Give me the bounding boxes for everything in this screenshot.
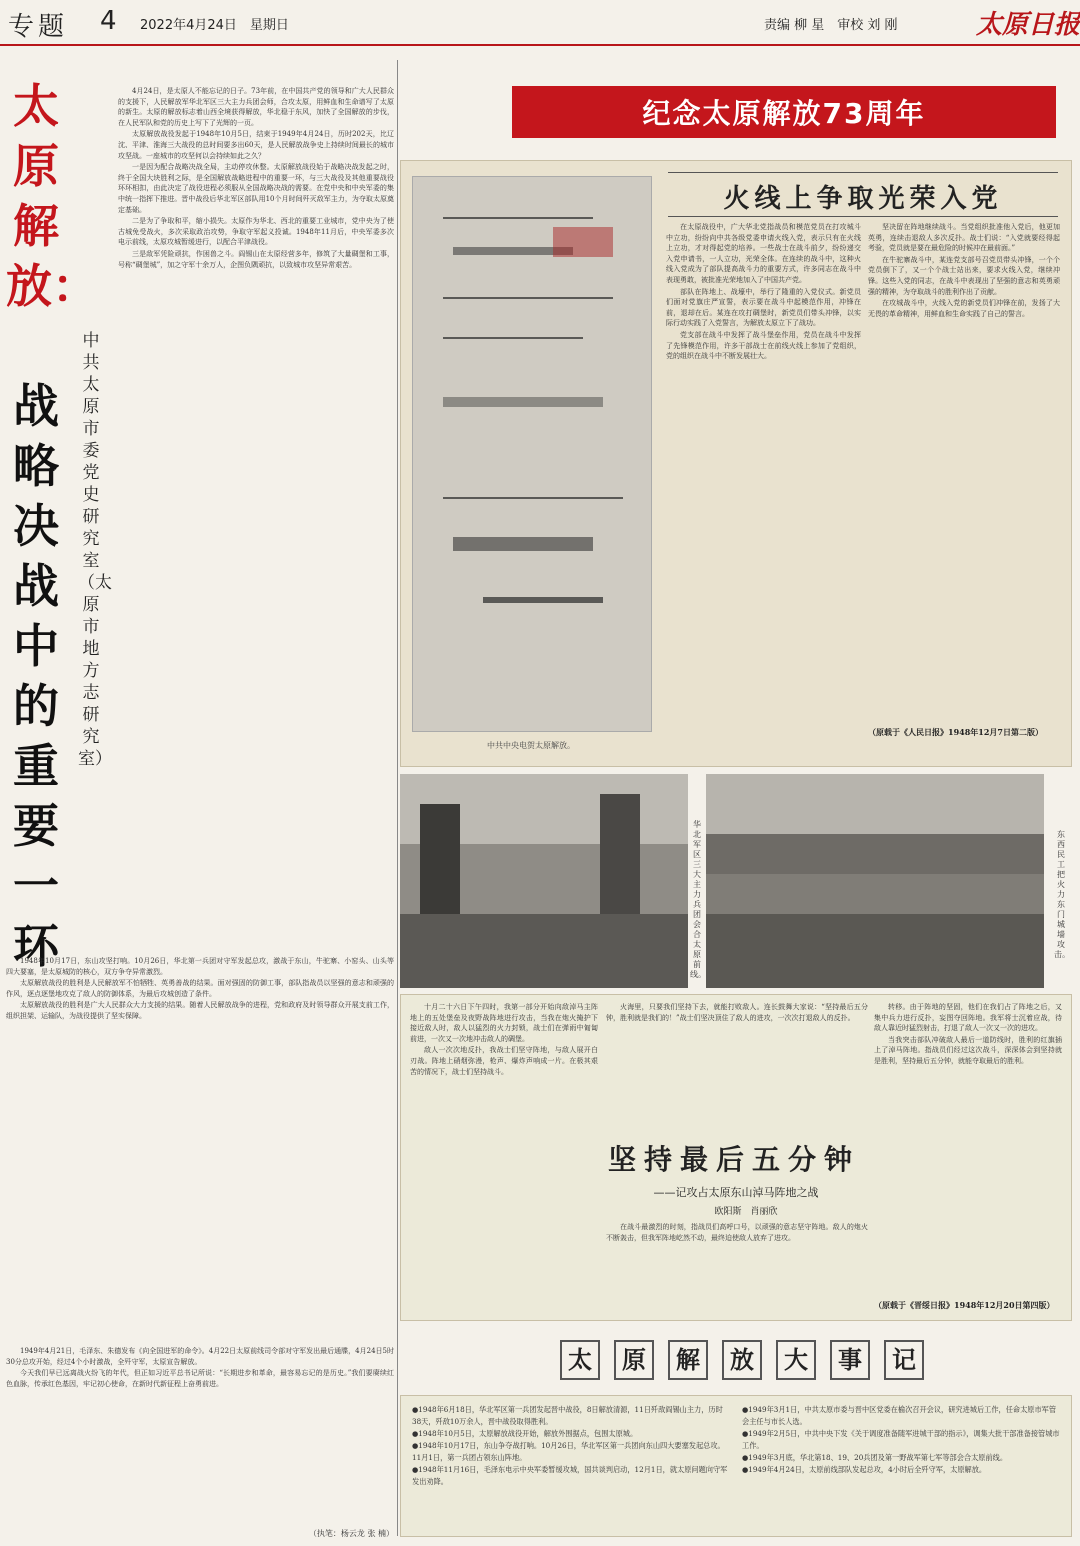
events-title-char: 记	[884, 1340, 924, 1380]
title-rule	[668, 216, 1058, 217]
paragraph: 党支部在战斗中发挥了战斗堡垒作用，党员在战斗中发挥了先锋模范作用，许多干部战士在前线火线上参加了党组织，党的组织在战斗中不断发展壮大。	[666, 330, 861, 361]
feature1-text-left	[666, 222, 861, 752]
paragraph: 火海里，只要我们坚持下去，就能打败敌人。连长鼓舞大家说：“坚持最后五分钟，胜利就是我们的！”战士们坚决顶住了敌人的进攻，一次次打退敌人的反扑。	[606, 1003, 868, 1022]
paragraph: 敌人一次次地反扑，我战士们坚守阵地，与敌人展开白刃战。阵地上硝烟弥漫，枪声、爆炸声响成一片。在极其艰苦的情况下，战士们坚持战斗。	[410, 1046, 598, 1076]
list-item: ●1949年2月5日，中共中央下发《关于调度准备随军进城干部的指示》，调集大批干部准备接管城市工作。	[742, 1429, 1060, 1450]
list-item: ●1949年3月1日，中共太原市委与晋中区党委在榆次召开会议，研究进城后工作，任命太原市军管会主任与市长人选。	[742, 1405, 1057, 1426]
page-header	[0, 0, 1080, 44]
events-list-right	[742, 1404, 1060, 1532]
list-item: ●1948年6月18日，华北军区第一兵团发起晋中战役，8日解放清源，11日歼敌阎锡山主力，历时38天，歼敌10万余人，晋中战役取得胜利。	[412, 1405, 723, 1426]
paragraph: 二是为了争取和平，缩小损失。太原作为华北、西北的重要工业城市，党中央为了使古城免受战火，多次采取政治攻势，争取守军起义投诚。1948年11月后，中央军委多次电示前线，太原攻城暂缓进行，以配合平津战役。	[118, 217, 394, 247]
list-item: ●1949年4月24日，太原前线部队发起总攻，4小时后全歼守军，太原解放。	[742, 1465, 987, 1474]
main-article-byline: （执笔：杨云龙 张 楠）	[308, 1529, 394, 1538]
feature2-text-mid-top	[606, 1002, 868, 1130]
feature2-subtitle: ——记攻占太原东山淖马阵地之战	[653, 1186, 819, 1199]
feature2-source: （原载于《晋绥日报》1948年12月20日第四版）	[874, 1300, 1055, 1310]
paragraph: 太原解放战役的胜利是广大人民群众大力支援的结果。随着人民解放战争的进程，党和政府及时领导群众开展支前工作，组织担架、运输队，为战役提供了坚实保障。	[6, 1001, 394, 1020]
paragraph: 坚决留在阵地继续战斗。当党组织批准他入党后，他更加英勇，连续击退敌人多次反扑。战士们说：“入党就要经得起考验，党员就是要在最危险的时候冲在最前面。”	[868, 223, 1060, 253]
feature2-text-mid-bottom	[606, 1222, 868, 1312]
paragraph: 三是敌军凭险顽抗，作困兽之斗。阎锡山在太原经营多年，修筑了大量碉堡和工事，号称“碉堡城”，加之守军十余万人，企图负隅顽抗，以致城市攻坚异常艰苦。	[118, 249, 394, 269]
paragraph: 4月24日，是太原人不能忘记的日子。73年前，在中国共产党的领导和广大人民群众的支援下，人民解放军华北军区三大主力兵团会师，合攻太原，用鲜血和生命谱写了太原的新生。太原的解放标志着山西全境获得解放，华北稳于东风，加快了全国解放的步伐，在人民军队和党的历史上写下了光辉的一页。	[118, 87, 394, 127]
newspaper-logo: 太原日报	[976, 10, 1080, 40]
title-rule	[668, 172, 1058, 173]
section-label: 专题	[8, 12, 69, 42]
city-wall-photo	[706, 774, 1044, 988]
events-title	[560, 1340, 920, 1380]
paragraph: 十月二十六日下午四时，我第一部分开始向敌淖马主阵地上的五处堡垒及夜野战阵地进行攻击，当我在炮火掩护下接近敌人时，敌人以猛烈的火力封锁，战士们在弹雨中匍匐前进，一次又一次地冲击敌人的碉堡。	[410, 1003, 598, 1043]
feature1-source: （原载于《人民日报》1948年12月7日第二版）	[868, 727, 1043, 737]
paragraph: 在战斗最激烈的时刻，指战员们高呼口号，以顽强的意志坚守阵地。敌人的炮火不断轰击，但我军阵地屹然不动，最终迫使敌人放弃了进攻。	[606, 1223, 868, 1242]
feature2-text-right	[874, 1002, 1062, 1292]
photo-left-caption: 华北军区三大主力兵团会合太原前线。	[690, 820, 706, 979]
anniversary-banner	[512, 86, 1056, 138]
events-title-char: 解	[668, 1340, 708, 1380]
issue-date: 2022年4月24日 星期日	[140, 18, 289, 33]
headline-black: 战略决战中的重要一环	[13, 379, 59, 973]
feature2-author: 欧阳斯 肖丽欣	[714, 1207, 778, 1217]
paragraph: 转移。由于阵地的坚固，他们在我们占了阵地之后，又集中兵力进行反扑，妄图夺回阵地。我军将士沉着应战，待敌人靠近时猛烈射击，打退了敌人一次又一次的进攻。	[874, 1003, 1062, 1033]
paragraph: 1949年4月21日，毛泽东、朱德发布《向全国进军的命令》。4月22日太原前线司令部对守军发出最后通牒，4月24日5时30分总攻开始，经过4个小时激战，全歼守军，太原宣告解放。	[6, 1347, 394, 1366]
paragraph: 太原解放战役的胜利是人民解放军不怕牺牲、英勇善战的结果。面对强固的防御工事，部队指战员以坚强的意志和顽强的作风，逐点逐堡地攻克了敌人的防御体系，为最后攻城创造了条件。	[6, 979, 394, 998]
list-item: ●1948年10月17日，东山争夺战打响。10月26日，华北军区第一兵团向东山四大要塞发起总攻。11月1日，第一兵团占领东山阵地。	[412, 1441, 725, 1462]
page-number: 4	[100, 6, 117, 36]
list-item: ●1948年11月16日，毛泽东电示中央军委暂缓攻城，国共谈判启动，12月1日，就太原问题向守军发出劝降。	[412, 1465, 728, 1486]
headline-red: 太原解放：	[6, 79, 98, 313]
events-list-left	[412, 1404, 730, 1532]
list-item: ●1948年10月5日，太原解放战役开始，解放外围据点，包围太原城。	[412, 1429, 638, 1438]
telegram-document-image	[412, 176, 652, 732]
list-item: ●1949年3月底，华北第18、19、20兵团及第一野战军第七军等部会合太原前线。	[742, 1453, 1008, 1462]
feature2-text-left	[410, 1002, 598, 1312]
main-article-lower	[6, 956, 394, 1336]
events-title-char: 大	[776, 1340, 816, 1380]
paragraph: 今天我们早已远离战火纷飞的年代，但正如习近平总书记所说：“长期进步和革命，最容易忘记的是历史。”我们要赓续红色血脉，传承红色基因，牢记初心使命，在新时代新征程上奋勇前进。	[6, 1369, 394, 1388]
column-divider	[397, 60, 398, 1536]
main-article-upper	[118, 86, 394, 952]
paragraph: 当我突击部队冲破敌人最后一道防线时，胜利的红旗插上了淖马阵地。指战员们经过这次战斗，深深体会到坚持就是胜利，坚持最后五分钟，就能夺取最后的胜利。	[874, 1035, 1062, 1065]
paragraph: 在攻城战斗中，火线入党的新党员们冲锋在前，发扬了大无畏的革命精神，用鲜血和生命实践了自己的誓言。	[868, 299, 1060, 318]
events-title-char: 放	[722, 1340, 762, 1380]
events-title-char: 原	[614, 1340, 654, 1380]
photo-right-caption: 东西民工把火力东门城墙攻击。	[1054, 830, 1070, 959]
troops-parade-photo	[400, 774, 688, 988]
feature1-title: 火线上争取光荣入党	[723, 184, 1003, 214]
paragraph: 部队在阵地上、战壕中，举行了隆重的入党仪式。新党员们面对党旗庄严宣誓，表示要在战斗中起模范作用，冲锋在前，退却在后。某连在攻打碉堡时，新党员们带头冲锋，以实际行动实践了入党誓言，为解放太原立下了战功。	[666, 287, 861, 328]
feature2-title: 坚持最后五分钟	[607, 1143, 860, 1176]
paragraph: 在太原战役中，广大华北党指战员和模范党员在打攻城斗中立功，纷纷向中共各级党委申请火线入党，表示只有在火线上立功，才对得起党的培养。一些战士在战斗前夕，纷纷递交入党申请书，一人立功，光荣全体。在连续的战斗中，这种火线入党成为了部队提高战斗力的重要方式，许多同志在战斗中表现勇敢，被批准光荣地加入了中国共产党。	[666, 223, 861, 284]
paragraph: 在牛驼寨战斗中，某连党支部号召党员带头冲锋，一个个党员倒下了，又一个个战士站出来，要求火线入党，继续冲锋。这些入党的同志，在战斗中表现出了坚强的意志和英勇顽强的精神，为夺取战斗的胜利作出了贡献。	[868, 255, 1060, 296]
events-title-char: 太	[560, 1340, 600, 1380]
header-rule	[0, 44, 1080, 46]
paragraph: 1948年10月17日，东山攻坚打响。10月26日，华北第一兵团对守军发起总攻，激战于东山，牛驼寨、小窑头、山头等四大要塞，是太原城防的核心，双方争夺异常激烈。	[6, 957, 394, 976]
feature1-text-right	[868, 222, 1060, 722]
paragraph: 一是因为配合战略决战全局，主动停攻休整。太原解放战役始于战略决战发起之时，终于全国大块胜利之际，是全国解放战略进程中的重要一环，与三大战役及其他重要战役环环相扣，由此决定了战役进程必须服从全国战略决战的需要。在党中央和中央军委的集中统一指挥下推进。晋中战役后华北军区部队用10个月时间歼灭敌军主力，为夺取太原奠定基础。	[118, 163, 394, 214]
editors-line: 责编 柳 星 审校 刘 刚	[764, 18, 898, 33]
banner-title: 纪念太原解放73周年	[642, 97, 926, 130]
events-title-char: 事	[830, 1340, 870, 1380]
main-article-bottom	[6, 1346, 394, 1526]
telegram-caption: 中共中央电贺太原解放。	[487, 741, 575, 750]
paragraph: 太原解放战役发起于1948年10月5日，结束于1949年4月24日，历时202天，比辽沈、平津、淮海三大战役的总时间要多出60天，是人民解放战争史上持续时间最长的城市攻坚战。一座城市的攻坚何以会持续如此之久？	[118, 130, 394, 160]
headline-author: 中共太原市委党史研究室（太原市地方志研究室）	[78, 331, 112, 769]
